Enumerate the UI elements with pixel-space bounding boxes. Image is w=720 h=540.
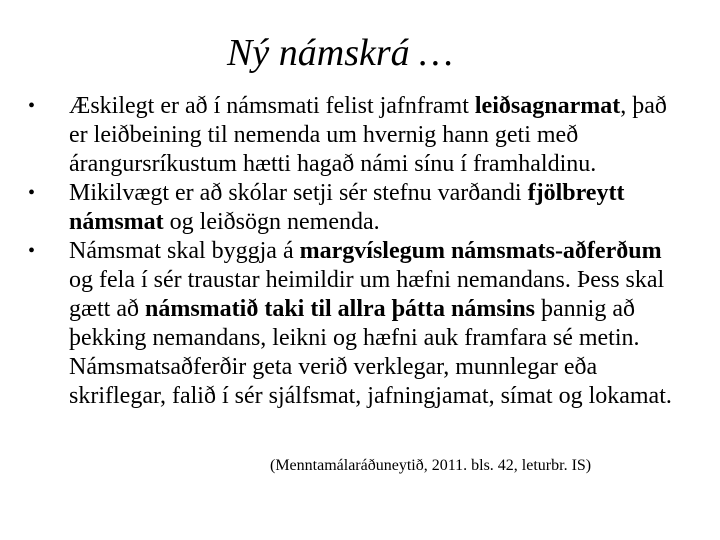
bullet-text-bold: fjölbreytt námsmat	[69, 180, 625, 235]
bullet-text-bold: margvíslegum námsmats-aðferðum	[299, 238, 662, 264]
bullet-text-segment: og fela í sér traustar heimildir um hæfni nemandans. Þess skal gætt að	[69, 267, 665, 322]
bullet-text-segment: , það er leiðbeining til nemenda um hvernig hann geti með árangursríkustum hætti hagað námi sínu í framhaldinu.	[69, 93, 667, 177]
bullet-icon: •	[28, 95, 36, 117]
bullet-item	[28, 179, 688, 237]
bullet-text-bold: námsmatið taki til allra þátta námsins	[145, 296, 536, 322]
bullet-text-segment: þannig að þekking nemandans, leikni og hæfni auk framfara sé metin. Námsmatsaðferðir geta verið verklegar, munnlegar eða skriflegar, falið í sér sjálfsmat, jafningjamat, símat og lokamat.	[69, 296, 672, 409]
bullet-icon: •	[28, 240, 36, 262]
bullet-list	[28, 92, 688, 411]
bullet-item	[28, 92, 688, 179]
citation: (Menntamálaráðuneytið, 2011. bls. 42, leturbr. IS)	[270, 457, 592, 474]
bullet-text-bold: leiðsagnarmat	[474, 93, 621, 119]
bullet-icon: •	[28, 182, 36, 204]
bullet-text-segment: og leiðsögn nemenda.	[163, 209, 380, 235]
bullet-item	[28, 237, 688, 411]
bullet-text-segment: Námsmat skal byggja á	[69, 238, 300, 264]
slide-title: Ný námskrá …	[227, 32, 453, 74]
bullet-text-segment: Mikilvægt er að skólar setji sér stefnu varðandi	[69, 180, 528, 206]
bullet-text-segment: Æskilegt er að í námsmati felist jafnframt	[69, 93, 475, 119]
